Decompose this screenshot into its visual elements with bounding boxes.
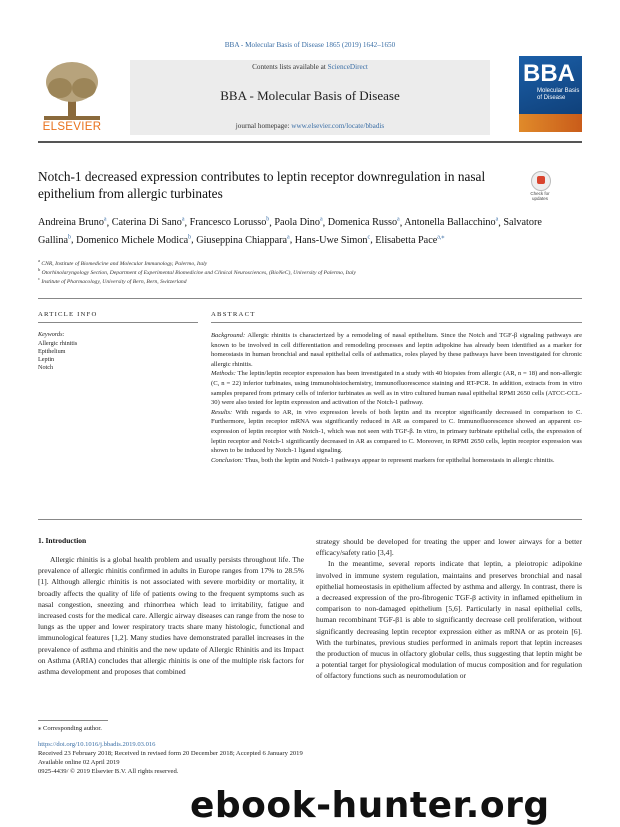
doi-link[interactable]: https://doi.org/10.1016/j.bbadis.2019.03.016 xyxy=(38,741,156,748)
author[interactable]: Giuseppina Chiappara$^a$ xyxy=(196,234,290,246)
watermark: ebook-hunter.org xyxy=(190,785,550,826)
footnote-rule xyxy=(38,720,108,721)
journal-title: BBA - Molecular Basis of Disease xyxy=(220,88,400,103)
intro-paragraph: strategy should be developed for treating the upper and lower airways for a better efficacy/safety ratio [3,4]. xyxy=(316,537,582,558)
article-info-rule xyxy=(38,322,198,323)
cover-title: BBA xyxy=(523,60,575,87)
article-title: Notch-1 decreased expression contributes to leptin receptor downregulation in nasal epithelium from allergic turbinates xyxy=(38,169,486,201)
copyright: 0925-4439/ © 2019 Elsevier B.V. All rights reserved. xyxy=(38,768,179,775)
author[interactable]: Andreina Bruno$^a$ xyxy=(38,217,107,229)
keywords-list xyxy=(38,340,77,372)
abstract-conclusion: Conclusion: Thus, both the leptin and Notch-1 pathways appear to represent markers for epithelial homeostasis in allergic rhinitis. xyxy=(211,456,555,464)
homepage-link[interactable]: www.elsevier.com/locate/bbadis xyxy=(291,122,385,130)
contents-line: Contents lists available at ScienceDirect xyxy=(252,63,368,71)
cover-strip xyxy=(519,114,582,132)
affiliation: $^c$ Institute of Pharmacology, University of Bern, Bern, Switzerland xyxy=(38,276,187,285)
abstract-results: Results: With regards to AR, in vivo expression levels of both leptin and its receptor significantly decreased in comparison to C. Furthermore, leptin receptor mRNA was significantly reduced in AR as compared to C. Immunofluorescence showed an apparent co-expression of leptin receptor with Notch-1, which was not seen with TGF-β. In vitro, in primary turbinate epithelial cells, the expression of leptin receptor and Notch-1 significantly decreased in AR as compared to C. Moreover, in RPMI 2650 cells, leptin receptor expression was shown to be induced by Notch-1 ligand signaling. xyxy=(211,408,583,455)
author[interactable]: Francesco Lorusso$^b$ xyxy=(189,217,270,229)
keyword: Leptin xyxy=(38,356,55,363)
abstract-rule xyxy=(211,322,582,323)
intro-paragraph: Allergic rhinitis is a global health problem and usually persists throughout life. The prevalence of allergic rhinitis confirmed in adults in Europe ranges from 17% to 28.5% [1]. Although allergic rhinitis is not associated with severe morbidity or mortality, it broadly affects the quality of life of patients owing to the frequent symptoms such as nasal congestion, sneezing and rhinorrhea which lead to irritability, fatigue and increased costs for the medical care. Allergic airway diseases can range from the nose to lungs as the upper and lower respiratory tracts share many histologic, functional and immunological features [1,2]. Many studies have demonstrated parallel increases in the prevalence of asthma and rhinitis and the new update of Allergic Rhinitis and its Impact on Asthma (ARIA) concludes that allergic rhinitis is one of the multiple risk factors for asthma development and proposes that combined xyxy=(38,555,304,677)
author[interactable]: Hans-Uwe Simon$^c$ xyxy=(294,234,371,246)
author[interactable]: Salvatore Gallina$^b$ xyxy=(38,217,542,246)
abstract-bottom-rule xyxy=(38,519,582,520)
affiliation: $^a$ CNR, Institute of Biomedicine and Molecular Immunology, Palermo, Italy xyxy=(38,258,208,267)
author[interactable]: Paola Dino$^a$ xyxy=(274,217,323,229)
journal-cover-image[interactable] xyxy=(519,56,582,132)
homepage-line: journal homepage: www.elsevier.com/locate/bbadis xyxy=(235,122,385,130)
elsevier-logo-text: ELSEVIER xyxy=(42,121,102,133)
cover-subtitle: Molecular Basis of Disease xyxy=(537,88,580,101)
author-list: Andreina Bruno$^a$, Caterina Di Sano$^a$, Francesco Lorusso$^b$, Paola Dino$^a$, Domenica Russo$^a$, Antonella Ballacchino$^a$, Salvatore Gallina$^b$, Domenico Michele Modica$^b$, Giuseppina Chiappara$^a$, Hans-Uwe Simon$^c$, Elisabetta Pace$^{a,⁎}$ xyxy=(38,217,542,246)
intro-right-column xyxy=(316,536,582,682)
received-dates: Received 23 February 2018; Received in revised form 20 December 2018; Accepted 6 January 2019 xyxy=(38,750,303,757)
article-info-heading: ARTICLE INFO xyxy=(38,311,98,318)
check-updates-icon xyxy=(531,171,551,191)
keyword: Epithelium xyxy=(38,348,66,355)
keywords-label: Keywords: xyxy=(38,331,65,338)
abstract-methods: Methods: The leptin/leptin receptor expression has been investigated in a study with 40 biopsies from allergic (AR, n = 18) and non-allergic (C, n = 22) inferior turbinates, using immunohistochemistry, immunofluorescence staining and RT-PCR. In addition, extracts from in vitro samples prepared from primary cells of inferior turbinates as well as in vitro cultured human nasal epithelial RPMI 2650 cells (ATCC-CCL-30) were also tested for leptin expression and activation of the Notch-1 pathway. xyxy=(211,370,582,407)
intro-paragraph: In the meantime, several reports indicate that leptin, a pleiotropic adipokine involved in immune system regulation, maintains and preserves bronchial and nasal epithelial homeostasis in epithelium affected by asthma and allergy. In contrast, there is a decreased expression of the pro-fibrogenic TGF-β activity in inflamed epithelium in comparison to non-damaged epithelium [5,6]. Particularly in nasal epithelial cells, human recombinant TGF-β1 is able to significantly decrease cell proliferation, without significantly decreasing leptin receptor expression either as mRNA or as protein [6]. With the turbinates, previous studies performed in animals report that leptin increases the production of mucus in olfactory globular cells, thus suggesting that leptin might be a potential target for physiological modulation of mucus composition and for regulation of olfactory functions such as neuromodulation or xyxy=(316,559,582,681)
author[interactable]: Antonella Ballacchino$^a$ xyxy=(404,217,499,229)
author[interactable]: Domenico Michele Modica$^b$ xyxy=(76,234,192,246)
journal-reference[interactable]: BBA - Molecular Basis of Disease 1865 (2019) 1642–1650 xyxy=(224,41,396,49)
affiliation: $^b$ Otorhinolaryngology Section, Department of Experimental Biomedicine and Clinical Neurosciences, (BioNeC), University of Palermo, Italy xyxy=(38,267,356,276)
check-for-updates-button[interactable] xyxy=(525,171,555,205)
keyword: Allergic rhinitis xyxy=(38,340,78,347)
abstract-background: Background: Allergic rhinitis is characterized by a remodeling of nasal epithelium. Since the Notch and TGF-β signaling pathways are known to be involved in cell differentiation and remodeling processes and leptin adipokine has already been identified as a marker for homeostasis in human bronchial and nasal epithelial cells of asthmatics, roles played by these pathways have been investigated for chronic allergic rhinitis. xyxy=(211,332,582,368)
author[interactable]: Elisabetta Pace$^{a,⁎}$ xyxy=(375,234,445,246)
introduction-heading: 1. Introduction xyxy=(38,536,87,545)
check-updates-label: Check for updates xyxy=(530,191,550,201)
header-rule xyxy=(38,141,582,143)
corresponding-author-note: ⁎ Corresponding author. xyxy=(38,725,102,732)
sciencedirect-link[interactable]: ScienceDirect xyxy=(327,63,368,71)
author[interactable]: Domenica Russo$^a$ xyxy=(327,217,400,229)
abstract-body xyxy=(211,331,582,465)
available-online: Available online 02 April 2019 xyxy=(38,759,120,766)
author[interactable]: Caterina Di Sano$^a$ xyxy=(111,217,185,229)
keyword: Notch xyxy=(38,364,54,371)
abstract-heading: ABSTRACT xyxy=(211,311,256,318)
section-rule xyxy=(38,298,582,299)
intro-left-column xyxy=(38,554,304,677)
